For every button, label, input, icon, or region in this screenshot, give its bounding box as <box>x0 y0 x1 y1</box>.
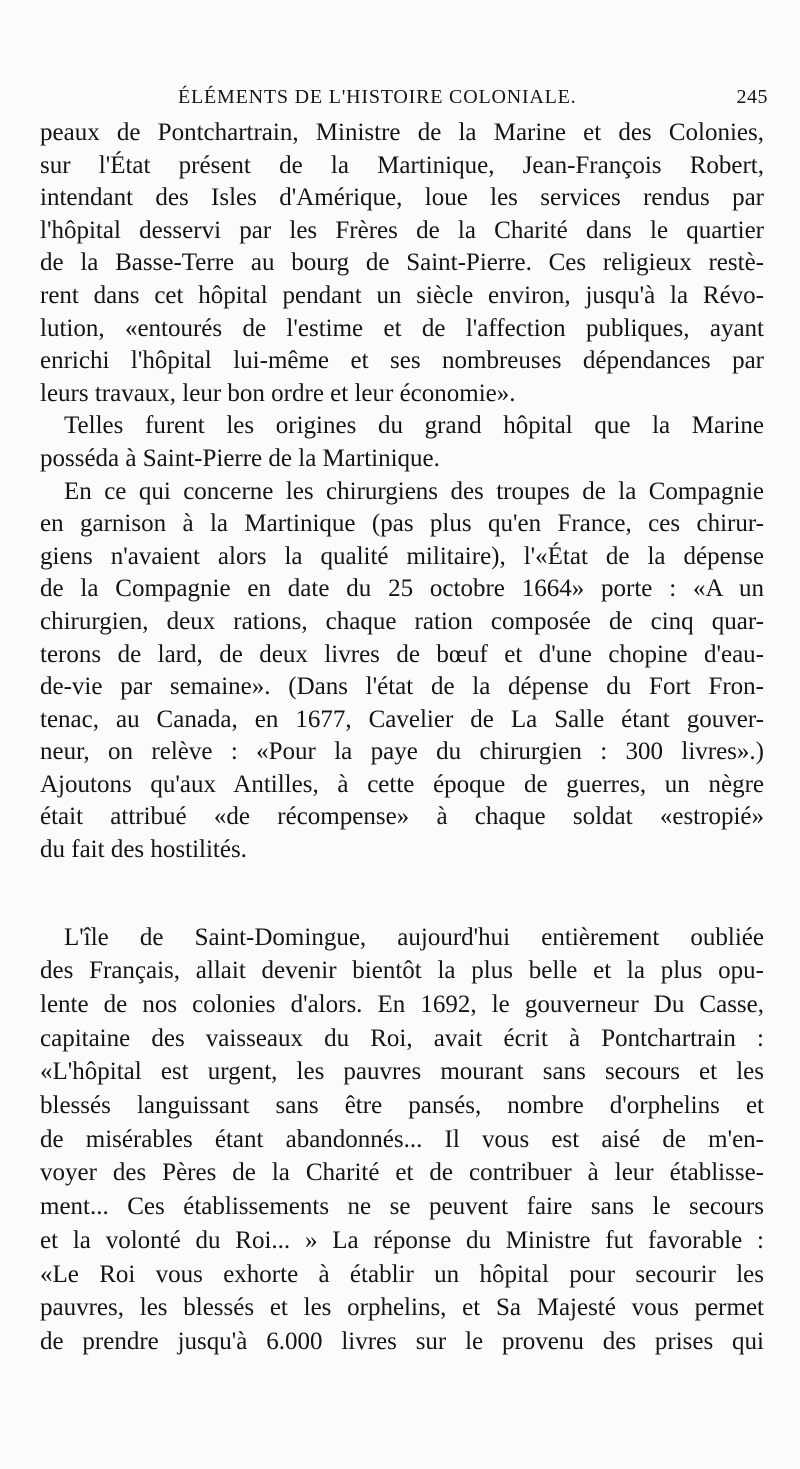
text-line: de misérables étant abandonnés... Il vous est aisé de m'en- <box>40 1125 764 1153</box>
text-line: L'île de Saint-Domingue, aujourd'hui entièrement oubliée <box>64 923 764 951</box>
text-line: En ce qui concerne les chirurgiens des troupes de la Compagnie <box>64 477 764 505</box>
text-line: «Le Roi vous exhorte à établir un hôpital pour secourir les <box>40 1260 764 1288</box>
text-line: voyer des Pères de la Charité et de contribuer à leur établisse- <box>40 1159 764 1187</box>
text-line: ment... Ces établissements ne se peuvent faire sans le secours <box>40 1193 764 1221</box>
text-line: de-vie par semaine». (Dans l'état de la dépense du Fort Fron- <box>40 673 764 701</box>
text-line: chirurgien, deux rations, chaque ration composée de cinq quar- <box>40 607 764 635</box>
text-line: intendant des Isles d'Amérique, loue les services rendus par <box>40 184 764 212</box>
page-number: 245 <box>736 86 768 108</box>
text-line: giens n'avaient alors la qualité militaire), l'«État de la dépense <box>40 542 764 570</box>
text-line: enrichi l'hôpital lui-même et ses nombreuses dépendances par <box>40 347 764 375</box>
text-line: de prendre jusqu'à 6.000 livres sur le provenu des prises qui <box>40 1327 764 1355</box>
text-line: lente de nos colonies d'alors. En 1692, le gouverneur Du Casse, <box>40 991 764 1019</box>
text-line: lution, «entourés de l'estime et de l'affection publiques, ayant <box>40 314 764 342</box>
paragraph-company-surgeons <box>40 476 764 867</box>
text-line: Ajoutons qu'aux Antilles, à cette époque de guerres, un nègre <box>40 770 764 798</box>
text-line: pauvres, les blessés et les orphelins, et Sa Majesté vous permet <box>40 1294 764 1322</box>
text-line: l'hôpital desservi par les Frères de la Charité dans le quartier <box>40 216 764 244</box>
text-line: de la Compagnie en date du 25 octobre 1664» porte : «A un <box>40 575 764 603</box>
text-line: de la Basse-Terre au bourg de Saint-Pierre. Ces religieux restè- <box>40 249 764 277</box>
text-line: posséda à Saint-Pierre de la Martinique. <box>40 444 440 472</box>
text-line: Telles furent les origines du grand hôpital que la Marine <box>64 412 764 440</box>
text-line: blessés languissant sans être pansés, nombre d'orphelins et <box>40 1092 764 1120</box>
text-line: sur l'État présent de la Martinique, Jean-François Robert, <box>40 151 764 179</box>
running-head <box>40 86 768 116</box>
text-line: rent dans cet hôpital pendant un siècle environ, jusqu'à la Révo- <box>40 281 764 309</box>
text-line: tenac, au Canada, en 1677, Cavelier de La Salle étant gouver- <box>40 705 764 733</box>
body-text <box>40 117 764 1359</box>
paragraph-saint-domingue <box>40 921 764 1359</box>
text-line: leurs travaux, leur bon ordre et leur économie». <box>40 379 516 407</box>
text-line: et la volonté du Roi... » La réponse du Ministre fut favorable : <box>40 1226 764 1254</box>
paragraph-pontchartrain-report <box>40 117 764 410</box>
text-line: peaux de Pontchartrain, Ministre de la Marine et des Colonies, <box>40 119 764 146</box>
text-line: en garnison à la Martinique (pas plus qu'en France, ces chirur- <box>40 510 764 538</box>
paragraph-hospital-origins <box>40 410 764 475</box>
text-line: neur, on relève : «Pour la paye du chirurgien : 300 livres».) <box>40 738 764 766</box>
text-line: «L'hôpital est urgent, les pauvres mourant sans secours et les <box>40 1058 764 1086</box>
text-line: des Français, allait devenir bientôt la plus belle et la plus opu- <box>40 957 764 985</box>
text-line: était attribué «de récompense» à chaque soldat «estropié» <box>40 803 764 831</box>
section-break <box>40 867 764 921</box>
running-title: ÉLÉMENTS DE L'HISTOIRE COLONIALE. <box>178 86 577 108</box>
text-line: du fait des hostilités. <box>40 836 247 864</box>
text-line: capitaine des vaisseaux du Roi, avait écrit à Pontchartrain : <box>40 1024 764 1052</box>
text-line: terons de lard, de deux livres de bœuf et d'une chopine d'eau- <box>40 640 764 668</box>
